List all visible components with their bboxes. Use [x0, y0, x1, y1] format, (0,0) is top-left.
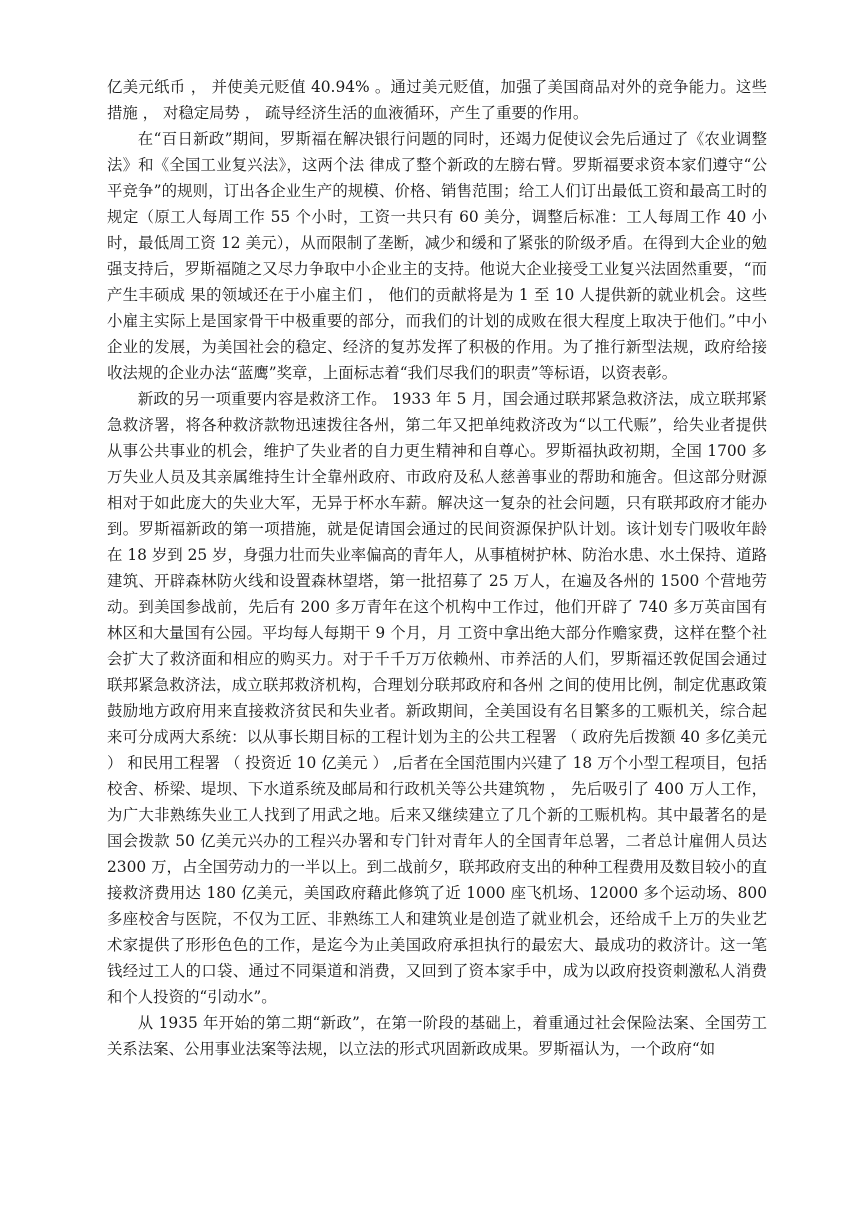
paragraph-dollar-devaluation: 亿美元纸币 ， 并使美元贬值 40.94% 。通过美元贬值，加强了美国商品对外的竞争能力。这些措施 ， 对稳定局势 ， 疏导经济生活的血液循环，产生了重要的作用。	[107, 78, 767, 122]
paragraph-relief-work: 新政的另一项重要内容是救济工作。 1933 年 5 月，国会通过联邦紧急救济法，成立联邦紧急救济署，将各种救济款物迅速拨往各州，第二年又把单纯救济改为“以工代赈”，给失业者提供从事公共事业的机会，维护了失业者的自力更生精神和自尊心。罗斯福执政初期，全国 1700 多万失业人员及其亲属维持生计全靠州政府、市政府及私人慈善事业的帮助和施舍。但这部分财源相对于如此庞大的失业大军，无异于杯水车薪。解决这一复杂的社会问题，只有联邦政府才能办到。罗斯福新政的第一项措施，就是促请国会通过的民间资源保护队计划。该计划专门吸收年龄在 18 岁到 25 岁，身强力壮而失业率偏高的青年人，从事植树护林、防治水患、水土保持、道路建筑、开辟森林防火线和设置森林望塔，第一批招募了 25 万人，在遍及各州的 1500 个营地劳动。到美国参战前，先后有 200 多万青年在这个机构中工作过，他们开辟了 740 多万英亩国有林区和大量国有公园。平均每人每期干 9 个月，月 工资中拿出绝大部分作赡家费，这样在整个社会扩大了救济面和相应的购买力。对于千千万万依赖州、市养活的人们，罗斯福还敦促国会通过联邦紧急救济法，成立联邦救济机构，合理划分联邦政府和各州 之间的使用比例，制定优惠政策鼓励地方政府用来直接救济贫民和失业者。新政期间，全美国设有名目繁多的工赈机关，综合起来可分成两大系统：以从事长期目标的工程计划为主的公共工程署 （ 政府先后拨额 40 多亿美元 ） 和民用工程署 （ 投资近 10 亿美元 ） ,后者在全国范围内兴建了 18 万个小型工程项目，包括校舍、桥梁、堤坝、下水道系统及邮局和行政机关等公共建筑物 ， 先后吸引了 400 万人工作，为广大非熟练失业工人找到了用武之地。后来又继续建立了几个新的工赈机构。其中最著名的是国会拨款 50 亿美元兴办的工程兴办署和专门针对青年人的全国青年总署，二者总计雇佣人员达 2300 万，占全国劳动力的一半以上。到二战前夕，联邦政府支出的种种工程费用及数目较小的直接救济费用达 180 亿美元，美国政府藉此修筑了近 1000 座飞机场、12000 多个运动场、800 多座校舍与医院，不仅为工匠、非熟练工人和建筑业是创造了就业机会，还给成千上万的失业艺术家提供了形形色色的工作，是迄今为止美国政府承担执行的最宏大、最成功的救济计。这一笔钱经过工人的口袋、通过不同渠道和消费，又回到了资本家手中，成为以政府投资刺激私人消费和个人投资的“引动水”。	[107, 390, 767, 1006]
paragraph-hundred-days: 在“百日新政”期间，罗斯福在解决银行问题的同时，还竭力促使议会先后通过了《农业调整法》和《全国工业复兴法》，这两个法 律成了整个新政的左膀右臂。罗斯福要求资本家们遵守“公平竞争”的规则，订出各企业生产的规模、价格、销售范围；给工人们订出最低工资和最高工时的规定（原工人每周工作 55 个小时，工资一共只有 60 美分，调整后标准：工人每周工作 40 小时，最低周工资 12 美元），从而限制了垄断，减少和缓和了紧张的阶级矛盾。在得到大企业的勉强支持后，罗斯福随之又尽力争取中小企业主的支持。他说大企业接受工业复兴法固然重要，“而产生丰硕成 果的领域还在于小雇主们 ， 他们的贡献将是为 1 至 10 人提供新的就业机会。这些小雇主实际上是国家骨干中极重要的部分，而我们的计划的成败在很大程度上取决于他们。”中小企业的发展，为美国社会的稳定、经济的复苏发挥了积极的作用。为了推行新型法规，政府给接收法规的企业办法“蓝鹰”奖章，上面标志着“我们尽我们的职责”等标语，以资表彰。	[107, 130, 767, 382]
paragraph-second-new-deal: 从 1935 年开始的第二期“新政”，在第一阶段的基础上，着重通过社会保险法案、全国劳工关系法案、公用事业法案等法规，以立法的形式巩固新政成果。罗斯福认为，一个政府“如	[107, 1014, 767, 1058]
document-body	[107, 74, 767, 1062]
